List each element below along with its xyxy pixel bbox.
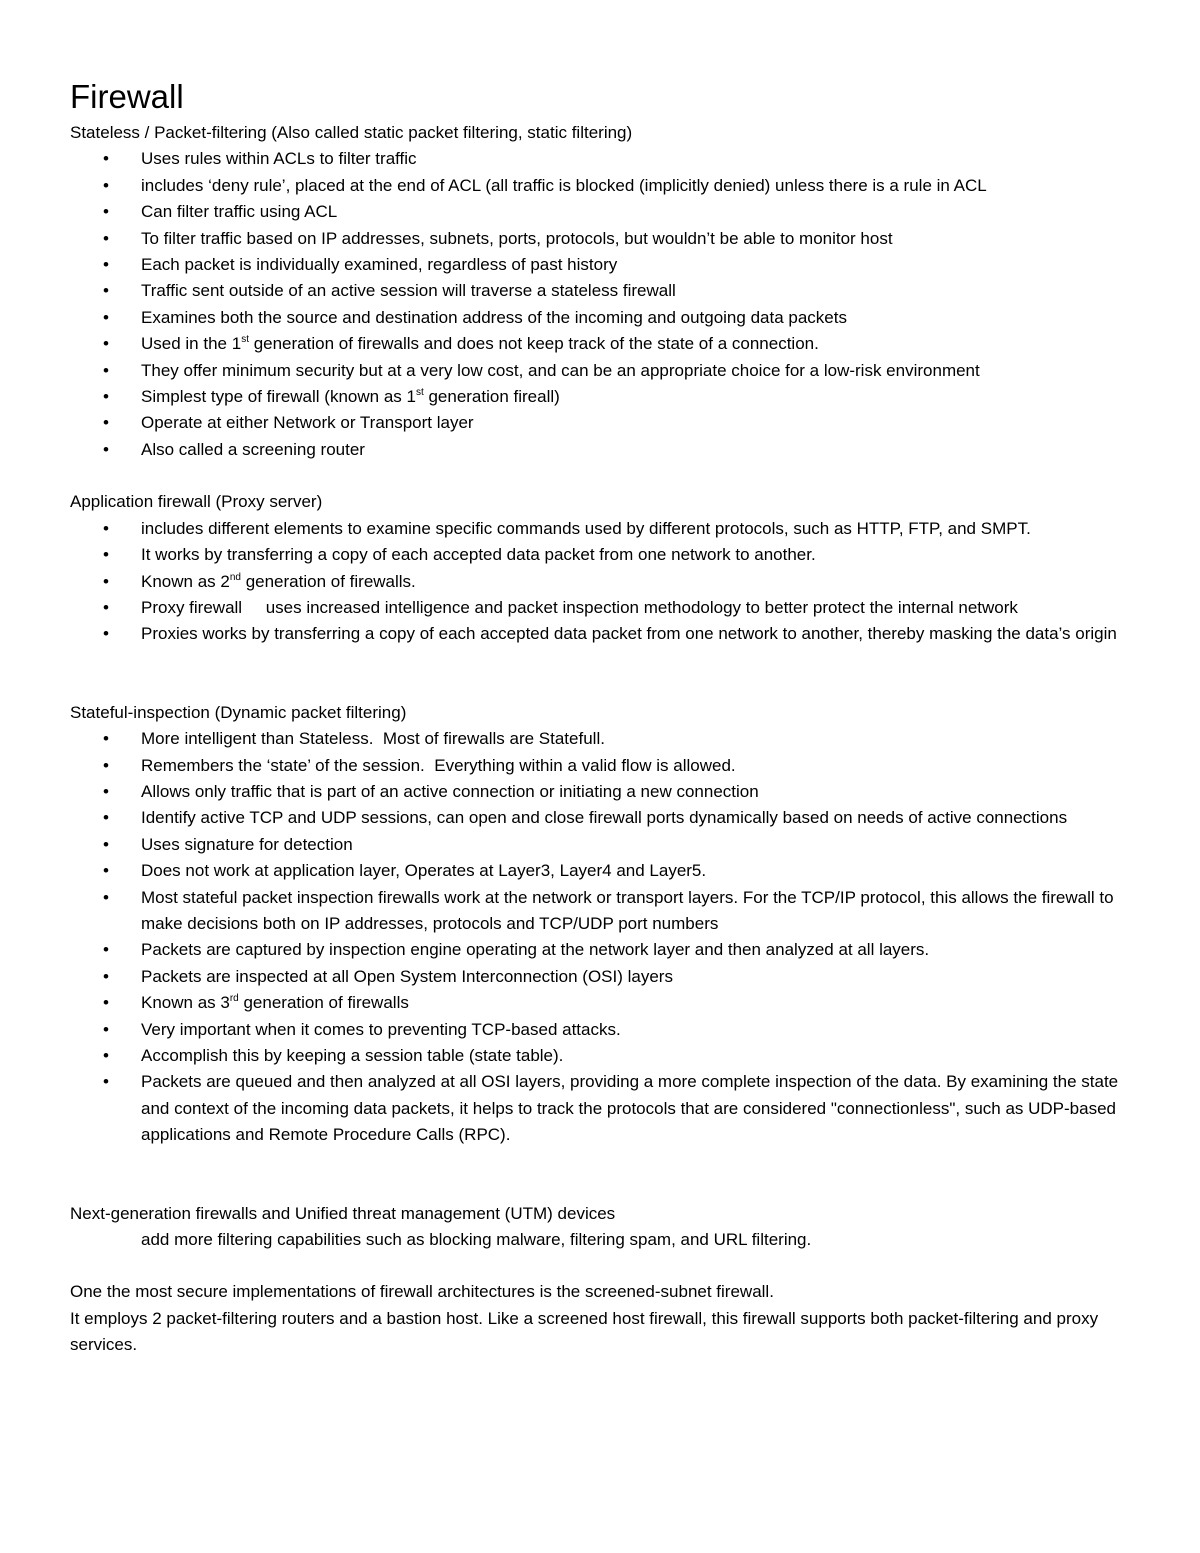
list-item: • Uses rules within ACLs to filter traffic	[70, 146, 1140, 172]
list-item: • Accomplish this by keeping a session table (state table).	[70, 1043, 1140, 1069]
list-item: • They offer minimum security but at a very low cost, and can be an appropriate choice for a low-risk environment	[70, 358, 1140, 384]
ngfw-text: add more filtering capabilities such as blocking malware, filtering spam, and URL filtering.	[141, 1230, 812, 1250]
closing-line-2: It employs 2 packet-filtering routers and a bastion host. Like a screened host firewall, this firewall supports both packet-filtering and proxy services.	[70, 1308, 1099, 1355]
list-item: • Proxies works by transferring a copy of each accepted data packet from one network to another, thereby masking the data’s origin	[70, 621, 1140, 647]
list-item: • Each packet is individually examined, regardless of past history	[70, 252, 1140, 278]
list-item: • Identify active TCP and UDP sessions, can open and close firewall ports dynamically based on needs of active connections	[70, 805, 1140, 831]
list-item: • Examines both the source and destination address of the incoming and outgoing data packets	[70, 305, 1140, 331]
list-item: • Also called a screening router	[70, 437, 1140, 463]
section-heading-stateful: Stateful-inspection (Dynamic packet filtering)	[70, 702, 407, 722]
section-heading-application: Application firewall (Proxy server)	[70, 492, 323, 512]
closing-line-1: One the most secure implementations of firewall architectures is the screened-subnet firewall.	[70, 1282, 774, 1302]
list-item: • Traffic sent outside of an active session will traverse a stateless firewall	[70, 278, 1140, 304]
list-item: • Used in the 1st generation of firewalls and does not keep track of the state of a connection.	[70, 331, 1140, 357]
list-item: • Remembers the ‘state’ of the session. Everything within a valid flow is allowed.	[70, 753, 1140, 779]
stateful-list	[70, 726, 1140, 1149]
list-item: • includes ‘deny rule’, placed at the end of ACL (all traffic is blocked (implicitly denied) unless there is a rule in ACL	[70, 173, 1140, 199]
list-item: • Known as 3rd generation of firewalls	[70, 990, 1140, 1016]
page-title: Firewall	[70, 78, 184, 115]
stateless-list	[70, 146, 1140, 463]
list-item: • Can filter traffic using ACL	[70, 199, 1140, 225]
section-heading-ngfw: Next-generation firewalls and Unified threat management (UTM) devices	[70, 1203, 616, 1223]
section-heading-stateless: Stateless / Packet-filtering (Also called static packet filtering, static filtering)	[70, 123, 633, 142]
application-list	[70, 516, 1140, 648]
list-item: • Uses signature for detection	[70, 832, 1140, 858]
list-item: • To filter traffic based on IP addresses, subnets, ports, protocols, but wouldn’t be able to monitor host	[70, 226, 1140, 252]
list-item: • Packets are captured by inspection engine operating at the network layer and then analyzed at all layers.	[70, 937, 1140, 963]
list-item: • Proxy firewall uses increased intelligence and packet inspection methodology to better protect the internal network	[70, 595, 1140, 621]
list-item: • Very important when it comes to preventing TCP-based attacks.	[70, 1017, 1140, 1043]
list-item: • More intelligent than Stateless. Most of firewalls are Statefull.	[70, 726, 1140, 752]
list-item: • Packets are inspected at all Open System Interconnection (OSI) layers	[70, 964, 1140, 990]
list-item: • includes different elements to examine specific commands used by different protocols, such as HTTP, FTP, and SMPT.	[70, 516, 1140, 542]
list-item: • Allows only traffic that is part of an active connection or initiating a new connection	[70, 779, 1140, 805]
list-item: • Simplest type of firewall (known as 1st generation fireall)	[70, 384, 1140, 410]
list-item: • Operate at either Network or Transport layer	[70, 410, 1140, 436]
list-item: • Packets are queued and then analyzed at all OSI layers, providing a more complete inspection of the data. By examining the state and context of the incoming data packets, it helps to track the protocols that are considered "connectionless", such as UDP-based applications and Remote Procedure Calls (RPC).	[70, 1069, 1140, 1148]
list-item: • Does not work at application layer, Operates at Layer3, Layer4 and Layer5.	[70, 858, 1140, 884]
list-item: • It works by transferring a copy of each accepted data packet from one network to another.	[70, 542, 1140, 568]
list-item: • Most stateful packet inspection firewalls work at the network or transport layers. For the TCP/IP protocol, this allows the firewall to make decisions both on IP addresses, protocols and TCP/UDP port numbers	[70, 885, 1140, 938]
document-page	[70, 74, 1140, 1359]
list-item: • Known as 2nd generation of firewalls.	[70, 569, 1140, 595]
